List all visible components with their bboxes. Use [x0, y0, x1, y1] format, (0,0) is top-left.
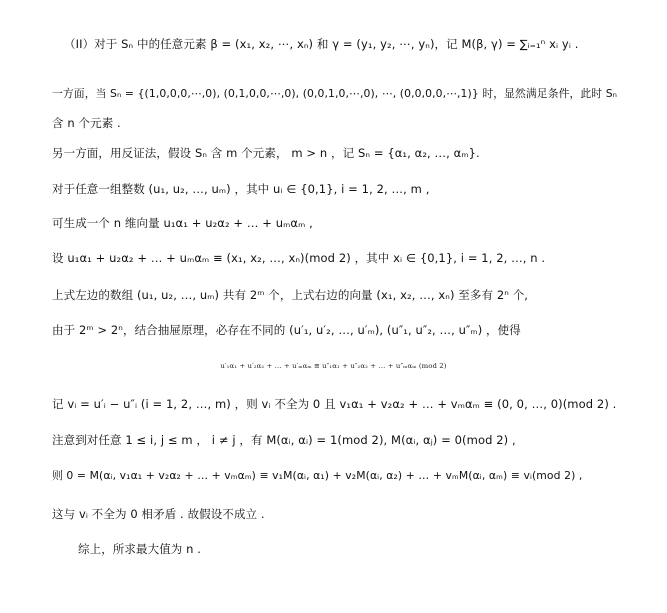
text-line-part-ii-definition: （II）对于 Sₙ 中的任意元素 β = (x₁, x₂, ⋯, xₙ) 和 γ = (y₁, y₂, ⋯, yₙ)，记 M(β, γ) = ∑ᵢ₌₁ⁿ xᵢ yᵢ . — [64, 37, 579, 51]
text-line-mod-2-setup: 设 u₁α₁ + u₂α₂ + … + uₘαₘ ≡ (x₁, x₂, …, xₙ)(mod 2) ，其中 xᵢ ∈ {0,1}, i = 1, 2, …, n . — [52, 251, 546, 265]
text-line-note-inner-products: 注意到对任意 1 ≤ i, j ≤ m ， i ≠ j ，有 M(αᵢ, αᵢ) = 1(mod 2), M(αᵢ, αⱼ) = 0(mod 2) , — [52, 433, 516, 447]
text-line-any-integer-tuple: 对于任意一组整数 (u₁, u₂, …, uₘ) ，其中 uᵢ ∈ {0,1}, i = 1, 2, …, m , — [52, 182, 430, 196]
text-line-one-hand-construction: 一方面，当 Sₙ = {(1,0,0,0,⋯,0), (0,1,0,0,⋯,0), (0,0,1,0,⋯,0), ⋯, (0,0,0,0,⋯,1)} 时，显然满足条件，此时 Sₙ — [52, 87, 618, 100]
text-line-derivation: 则 0 = M(αᵢ, v₁α₁ + v₂α₂ + … + vₘαₘ) ≡ v₁M(αᵢ, α₁) + v₂M(αᵢ, α₂) + … + vₘM(αᵢ, αₘ) ≡ vᵢ(mod 2) , — [52, 469, 583, 482]
text-line-congruence-equation: u′₁α₁ + u′₂α₂ + … + u′ₘαₘ ≡ u″₁α₁ + u″₂α₂ + … + u″ₘαₘ (mod 2) — [220, 362, 447, 370]
text-line-contains-n-elements: 含 n 个元素 . — [52, 116, 121, 130]
text-line-generate-vector: 可生成一个 n 维向量 u₁α₁ + u₂α₂ + … + uₘαₘ , — [52, 216, 313, 230]
text-line-contradiction: 这与 vᵢ 不全为 0 相矛盾 . 故假设不成立 . — [52, 507, 265, 521]
text-line-conclusion: 综上，所求最大值为 n . — [78, 542, 202, 556]
text-line-proof-by-contradiction: 另一方面，用反证法，假设 Sₙ 含 m 个元素， m > n ，记 Sₙ = {α₁, α₂, …, αₘ}. — [52, 146, 480, 160]
text-line-pigeonhole: 由于 2ᵐ > 2ⁿ，结合抽屉原理，必存在不同的 (u′₁, u′₂, …, u′ₘ), (u″₁, u″₂, …, u″ₘ) ，使得 — [52, 323, 521, 337]
text-line-count-comparison: 上式左边的数组 (u₁, u₂, …, uₘ) 共有 2ᵐ 个，上式右边的向量 (x₁, x₂, …, xₙ) 至多有 2ⁿ 个, — [52, 288, 529, 302]
text-line-define-v: 记 vᵢ = u′ᵢ − u″ᵢ (i = 1, 2, …, m) ，则 vᵢ 不全为 0 且 v₁α₁ + v₂α₂ + … + vₘαₘ ≡ (0, 0, …, 0)(mod 2) . — [52, 397, 617, 411]
